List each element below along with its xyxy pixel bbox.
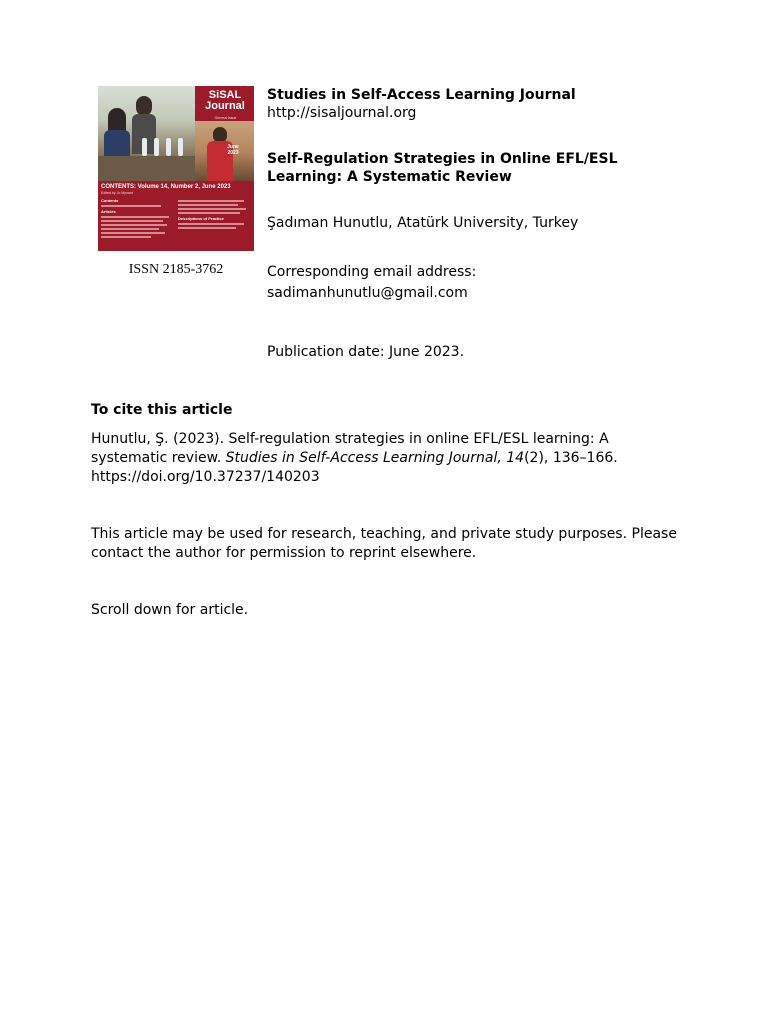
- citation-journal-italic: Studies in Self-Access Learning Journal, 14: [225, 450, 525, 466]
- cover-brand-logo: SiSAL Journal: [205, 89, 245, 112]
- cite-heading: To cite this article: [91, 402, 233, 418]
- journal-cover-image: [98, 86, 254, 251]
- cover-editor: Edited by Jo Mynard: [101, 191, 133, 195]
- cover-issue-type: General Issue: [214, 116, 237, 120]
- article-title-line-1: Self-Regulation Strategies in Online EFL/ESL: [267, 151, 618, 167]
- citation-doi[interactable]: https://doi.org/10.37237/140203: [91, 469, 320, 485]
- publication-date: Publication date: June 2023.: [267, 344, 465, 360]
- cover-descriptions-column: Descriptions of Practice: [178, 198, 250, 231]
- cover-issue-date: June 2023: [227, 144, 239, 156]
- cover-contents-column: Contents Articles: [101, 198, 173, 240]
- cover-contents-title: CONTENTS: Volume 14, Number 2, June 2023: [101, 184, 231, 190]
- citation: [91, 430, 691, 487]
- journal-name: Studies in Self-Access Learning Journal: [267, 87, 576, 103]
- author-affiliation: Şadıman Hunutlu, Atatürk University, Turkey: [267, 215, 579, 231]
- issn: ISSN 2185-3762: [128, 262, 224, 277]
- email-label: Corresponding email address:: [267, 264, 477, 280]
- scroll-note: Scroll down for article.: [91, 602, 249, 618]
- journal-url[interactable]: http://sisaljournal.org: [267, 105, 417, 121]
- article-title-line-2: Learning: A Systematic Review: [267, 169, 512, 185]
- citation-line-1: Hunutlu, Ş. (2023). Self-regulation strategies in online EFL/ESL learning: A: [91, 431, 609, 447]
- citation-line-2: systematic review. Studies in Self-Access Learning Journal, 14(2), 136–166.: [91, 450, 618, 466]
- permission-notice: This article may be used for research, teaching, and private study purposes. Please contact the author for permission to reprint elsewhere.: [91, 526, 677, 561]
- author-email[interactable]: sadimanhunutlu@gmail.com: [267, 285, 468, 301]
- cover-photo-students: [98, 86, 195, 181]
